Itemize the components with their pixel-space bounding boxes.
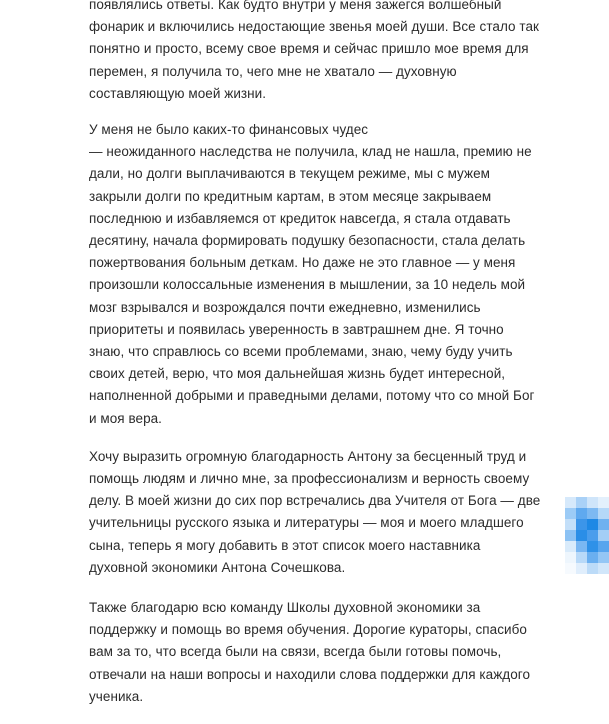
text-line: закрыли долги по кредитным картам, в этом месяце закрываем — [89, 188, 492, 204]
widget-mosaic-cell — [598, 541, 609, 552]
text-line: составляющую моей жизни. — [89, 85, 267, 101]
widget-mosaic-cell — [598, 519, 609, 530]
text-line: — неожиданного наследства не получила, клад не нашла, премию не — [89, 144, 532, 160]
text-line: духовной экономики Антона Сочешкова. — [89, 559, 346, 575]
widget-mosaic-cell — [576, 530, 587, 541]
text-line: понятно и просто, всему свое время и сейчас пришло мое время для — [89, 41, 529, 57]
widget-mosaic-cell — [576, 497, 587, 508]
text-line: учительницы русского языка и литературы — моя и моего младшего — [89, 515, 524, 531]
widget-mosaic-cell — [587, 530, 598, 541]
text-line: пожертвования больным деткам. Но даже не это главное — у меня — [89, 255, 516, 271]
widget-mosaic-cell — [565, 552, 576, 563]
widget-mosaic-cell — [565, 519, 576, 530]
widget-mosaic-cell — [587, 508, 598, 519]
widget-mosaic-cell — [598, 552, 609, 563]
text-line: делу. В моей жизни до сих пор встречались два Учителя от Бога — две — [89, 493, 541, 509]
text-line: фонарик и включились недостающие звенья моей души. Все стало так — [89, 19, 540, 35]
text-line: поддержку и помощь во время обучения. Дорогие кураторы, спасибо — [89, 622, 527, 638]
chat-widget-icon[interactable] — [565, 497, 609, 579]
text-line: произошли колоссальные изменения в мышлении, за 10 недель мой — [89, 277, 526, 293]
text-line: сына, теперь я могу добавить в этот список моего наставника — [89, 537, 481, 553]
widget-mosaic-cell — [565, 541, 576, 552]
text-line: знаю, что справлюсь со всеми проблемами, знаю, чему буду учить — [89, 344, 513, 360]
widget-mosaic-cell — [587, 519, 598, 530]
text-line: дали, но долги выплачиваются в текущем режиме, мы с мужем — [89, 166, 490, 182]
widget-mosaic-cell — [598, 563, 609, 574]
text-line: и моя вера. — [89, 410, 162, 426]
text-line: отвечали на наши вопросы и находили слова поддержки для каждого — [89, 666, 531, 682]
widget-mosaic-cell — [587, 563, 598, 574]
text-line: приоритеты и появилась уверенность в завтрашнем дне. Я точно — [89, 321, 504, 337]
text-line: десятину, начала формировать подушку безопасности, стала делать — [89, 233, 526, 249]
paragraph-2 — [89, 119, 601, 430]
widget-mosaic-cell — [576, 519, 587, 530]
widget-mosaic-cell — [565, 563, 576, 574]
widget-mosaic-cell — [598, 508, 609, 519]
text-line: вам за то, что всегда были на связи, всегда были готовы помочь, — [89, 644, 502, 660]
article-body — [89, 0, 601, 724]
paragraph-1 — [89, 0, 601, 105]
text-line: Также благодарю всю команду Школы духовной экономики за — [89, 600, 481, 616]
widget-mosaic-cell — [565, 497, 576, 508]
widget-mosaic-cell — [587, 541, 598, 552]
widget-mosaic-cell — [598, 530, 609, 541]
paragraph-3 — [89, 446, 601, 579]
widget-mosaic-cell — [565, 530, 576, 541]
widget-mosaic-cell — [565, 508, 576, 519]
text-line: Хочу выразить огромную благодарность Антону за бесценный труд и — [89, 448, 527, 464]
widget-mosaic-cell — [576, 541, 587, 552]
text-line: помощь людям и лично мне, за профессионализм и верность своему — [89, 471, 530, 487]
text-line: появлялись ответы. Как будто внутри у меня зажегся волшебный — [89, 0, 502, 12]
widget-mosaic-cell — [587, 497, 598, 508]
paragraph-4 — [89, 597, 601, 708]
text-line: мозг взрывался и возрождался почти ежедневно, изменились — [89, 299, 481, 315]
widget-mosaic-cell — [587, 552, 598, 563]
widget-mosaic-cell — [576, 552, 587, 563]
text-line: наполненной добрыми и праведными делами, потому что со мной Бог — [89, 388, 535, 404]
text-line: своих детей, верю, что моя дальнейшая жизнь будет интересной, — [89, 366, 506, 382]
text-line: перемен, я получила то, чего мне не хватало — духовную — [89, 63, 457, 79]
widget-mosaic-cell — [576, 508, 587, 519]
text-line: последнюю и избавляемся от кредиток навсегда, я стала отдавать — [89, 210, 511, 226]
widget-mosaic-cell — [576, 563, 587, 574]
text-line: ученика. — [89, 688, 144, 704]
widget-mosaic-cell — [598, 497, 609, 508]
text-line: У меня не было каких-то финансовых чудес — [89, 122, 369, 138]
